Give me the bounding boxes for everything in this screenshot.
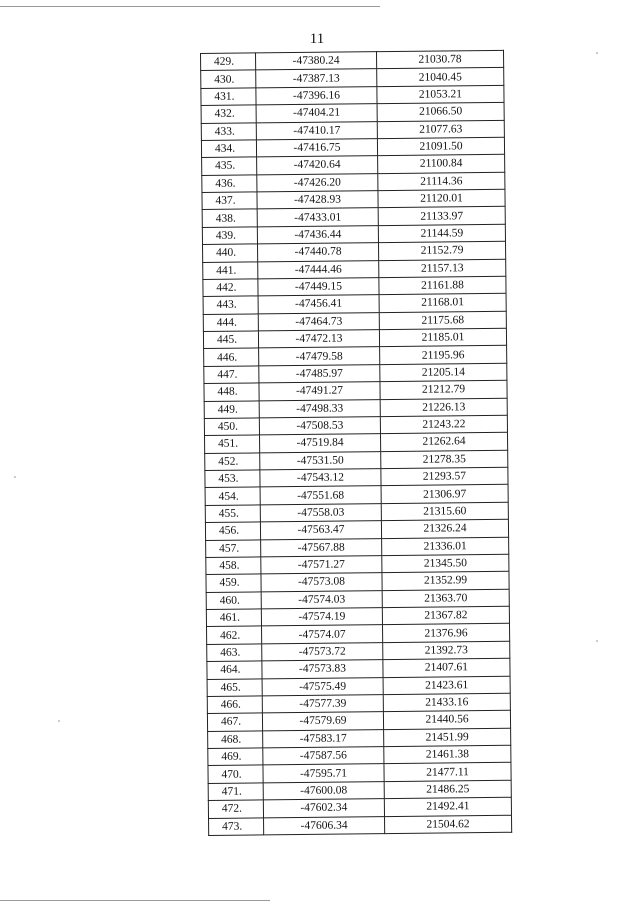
point-number-cell: 472. xyxy=(208,800,263,818)
point-number-cell: 441. xyxy=(203,261,258,279)
y-coordinate-cell: 21091.50 xyxy=(377,137,504,156)
y-coordinate-cell: 21243.22 xyxy=(380,415,507,434)
x-coordinate-cell: -47575.49 xyxy=(262,677,383,696)
point-number-cell: 452. xyxy=(205,453,260,471)
x-coordinate-cell: -47479.58 xyxy=(259,347,380,366)
point-number-cell: 457. xyxy=(206,539,261,557)
point-number-cell: 450. xyxy=(204,418,259,436)
x-coordinate-cell: -47574.07 xyxy=(262,625,383,644)
y-coordinate-cell: 21133.97 xyxy=(378,207,505,226)
x-coordinate-cell: -47508.53 xyxy=(259,417,380,436)
y-coordinate-cell: 21392.73 xyxy=(383,641,510,660)
y-coordinate-cell: 21040.45 xyxy=(377,68,504,87)
point-number-cell: 451. xyxy=(205,435,260,453)
y-coordinate-cell: 21433.16 xyxy=(383,693,510,712)
point-number-cell: 456. xyxy=(205,522,260,540)
x-coordinate-cell: -47420.64 xyxy=(257,156,378,175)
x-coordinate-cell: -47426.20 xyxy=(257,173,378,192)
point-number-cell: 468. xyxy=(208,731,263,749)
y-coordinate-cell: 21226.13 xyxy=(380,398,507,417)
coordinates-table xyxy=(200,50,512,836)
y-coordinate-cell: 21157.13 xyxy=(379,259,506,278)
point-number-cell: 438. xyxy=(202,209,257,227)
point-number-cell: 461. xyxy=(206,609,261,627)
y-coordinate-cell: 21205.14 xyxy=(380,363,507,382)
point-number-cell: 449. xyxy=(204,400,259,418)
y-coordinate-cell: 21486.25 xyxy=(384,780,511,799)
y-coordinate-cell: 21114.36 xyxy=(378,172,505,191)
y-coordinate-cell: 21376.96 xyxy=(382,624,509,643)
point-number-cell: 466. xyxy=(207,696,262,714)
y-coordinate-cell: 21077.63 xyxy=(377,120,504,139)
x-coordinate-cell: -47404.21 xyxy=(256,104,377,123)
point-number-cell: 429. xyxy=(201,53,256,71)
x-coordinate-cell: -47573.08 xyxy=(261,573,382,592)
x-coordinate-cell: -47574.03 xyxy=(261,590,382,609)
point-number-cell: 447. xyxy=(204,366,259,384)
point-number-cell: 460. xyxy=(206,592,261,610)
y-coordinate-cell: 21440.56 xyxy=(383,711,510,730)
point-number-cell: 446. xyxy=(204,348,259,366)
y-coordinate-cell: 21336.01 xyxy=(382,537,509,556)
y-coordinate-cell: 21461.38 xyxy=(384,745,511,764)
y-coordinate-cell: 21168.01 xyxy=(379,294,506,313)
y-coordinate-cell: 21053.21 xyxy=(377,85,504,104)
y-coordinate-cell: 21407.61 xyxy=(383,658,510,677)
scan-speck xyxy=(596,640,598,642)
point-number-cell: 440. xyxy=(203,244,258,262)
y-coordinate-cell: 21195.96 xyxy=(380,346,507,365)
point-number-cell: 437. xyxy=(202,192,257,210)
point-number-cell: 433. xyxy=(201,122,256,140)
x-coordinate-cell: -47444.46 xyxy=(258,260,379,279)
point-number-cell: 473. xyxy=(209,817,264,835)
x-coordinate-cell: -47567.88 xyxy=(261,538,382,557)
point-number-cell: 471. xyxy=(208,783,263,801)
x-coordinate-cell: -47606.34 xyxy=(264,816,385,835)
point-number-cell: 436. xyxy=(202,175,257,193)
y-coordinate-cell: 21278.35 xyxy=(381,450,508,469)
scan-speck xyxy=(596,52,598,54)
x-coordinate-cell: -47579.69 xyxy=(262,712,383,731)
y-coordinate-cell: 21152.79 xyxy=(378,241,505,260)
x-coordinate-cell: -47485.97 xyxy=(259,364,380,383)
point-number-cell: 435. xyxy=(202,157,257,175)
x-coordinate-cell: -47602.34 xyxy=(263,799,384,818)
x-coordinate-cell: -47595.71 xyxy=(263,764,384,783)
point-number-cell: 458. xyxy=(206,557,261,575)
point-number-cell: 464. xyxy=(207,661,262,679)
x-coordinate-cell: -47574.19 xyxy=(261,608,382,627)
scan-speck xyxy=(14,476,16,478)
point-number-cell: 434. xyxy=(201,140,256,158)
point-number-cell: 445. xyxy=(203,331,258,349)
point-number-cell: 432. xyxy=(201,105,256,123)
point-number-cell: 444. xyxy=(203,314,258,332)
x-coordinate-cell: -47531.50 xyxy=(260,451,381,470)
y-coordinate-cell: 21306.97 xyxy=(381,485,508,504)
y-coordinate-cell: 21363.70 xyxy=(382,589,509,608)
x-coordinate-cell: -47428.93 xyxy=(257,191,378,210)
y-coordinate-cell: 21161.88 xyxy=(379,276,506,295)
x-coordinate-cell: -47436.44 xyxy=(257,225,378,244)
y-coordinate-cell: 21451.99 xyxy=(384,728,511,747)
point-number-cell: 430. xyxy=(201,70,256,88)
y-coordinate-cell: 21120.01 xyxy=(378,189,505,208)
y-coordinate-cell: 21504.62 xyxy=(385,815,512,834)
x-coordinate-cell: -47396.16 xyxy=(256,86,377,105)
y-coordinate-cell: 21477.11 xyxy=(384,763,511,782)
y-coordinate-cell: 21345.50 xyxy=(382,554,509,573)
y-coordinate-cell: 21212.79 xyxy=(380,380,507,399)
x-coordinate-cell: -47573.83 xyxy=(262,660,383,679)
x-coordinate-cell: -47551.68 xyxy=(260,486,381,505)
y-coordinate-cell: 21175.68 xyxy=(379,311,506,330)
y-coordinate-cell: 21066.50 xyxy=(377,102,504,121)
point-number-cell: 431. xyxy=(201,88,256,106)
x-coordinate-cell: -47416.75 xyxy=(256,139,377,158)
point-number-cell: 439. xyxy=(202,227,257,245)
y-coordinate-cell: 21423.61 xyxy=(383,676,510,695)
scan-edge-top xyxy=(0,6,380,7)
point-number-cell: 459. xyxy=(206,574,261,592)
point-number-cell: 462. xyxy=(207,626,262,644)
point-number-cell: 465. xyxy=(207,678,262,696)
table-row xyxy=(209,815,512,836)
y-coordinate-cell: 21100.84 xyxy=(378,155,505,174)
point-number-cell: 442. xyxy=(203,279,258,297)
point-number-cell: 448. xyxy=(204,383,259,401)
x-coordinate-cell: -47433.01 xyxy=(257,208,378,227)
y-coordinate-cell: 21315.60 xyxy=(381,502,508,521)
x-coordinate-cell: -47583.17 xyxy=(263,729,384,748)
y-coordinate-cell: 21352.99 xyxy=(382,572,509,591)
x-coordinate-cell: -47573.72 xyxy=(262,642,383,661)
coordinates-table-body xyxy=(201,50,512,835)
x-coordinate-cell: -47519.84 xyxy=(260,434,381,453)
x-coordinate-cell: -47410.17 xyxy=(256,121,377,140)
scan-edge-bottom xyxy=(0,900,270,901)
point-number-cell: 453. xyxy=(205,470,260,488)
scan-speck xyxy=(58,720,60,722)
y-coordinate-cell: 21492.41 xyxy=(384,797,511,816)
point-number-cell: 455. xyxy=(205,505,260,523)
point-number-cell: 463. xyxy=(207,644,262,662)
y-coordinate-cell: 21326.24 xyxy=(381,519,508,538)
y-coordinate-cell: 21144.59 xyxy=(378,224,505,243)
x-coordinate-cell: -47491.27 xyxy=(259,382,380,401)
point-number-cell: 443. xyxy=(203,296,258,314)
point-number-cell: 469. xyxy=(208,748,263,766)
point-number-cell: 470. xyxy=(208,765,263,783)
x-coordinate-cell: -47449.15 xyxy=(258,278,379,297)
x-coordinate-cell: -47456.41 xyxy=(258,295,379,314)
point-number-cell: 454. xyxy=(205,487,260,505)
y-coordinate-cell: 21030.78 xyxy=(376,50,503,69)
x-coordinate-cell: -47600.08 xyxy=(263,781,384,800)
x-coordinate-cell: -47380.24 xyxy=(256,52,377,71)
x-coordinate-cell: -47587.56 xyxy=(263,747,384,766)
x-coordinate-cell: -47472.13 xyxy=(258,330,379,349)
y-coordinate-cell: 21367.82 xyxy=(382,606,509,625)
x-coordinate-cell: -47577.39 xyxy=(262,694,383,713)
y-coordinate-cell: 21185.01 xyxy=(379,328,506,347)
x-coordinate-cell: -47543.12 xyxy=(260,469,381,488)
x-coordinate-cell: -47558.03 xyxy=(260,503,381,522)
y-coordinate-cell: 21262.64 xyxy=(380,433,507,452)
x-coordinate-cell: -47563.47 xyxy=(260,521,381,540)
x-coordinate-cell: -47498.33 xyxy=(259,399,380,418)
x-coordinate-cell: -47387.13 xyxy=(256,69,377,88)
y-coordinate-cell: 21293.57 xyxy=(381,467,508,486)
x-coordinate-cell: -47571.27 xyxy=(261,555,382,574)
x-coordinate-cell: -47464.73 xyxy=(258,312,379,331)
page-number: 11 xyxy=(309,31,325,47)
point-number-cell: 467. xyxy=(207,713,262,731)
x-coordinate-cell: -47440.78 xyxy=(258,243,379,262)
